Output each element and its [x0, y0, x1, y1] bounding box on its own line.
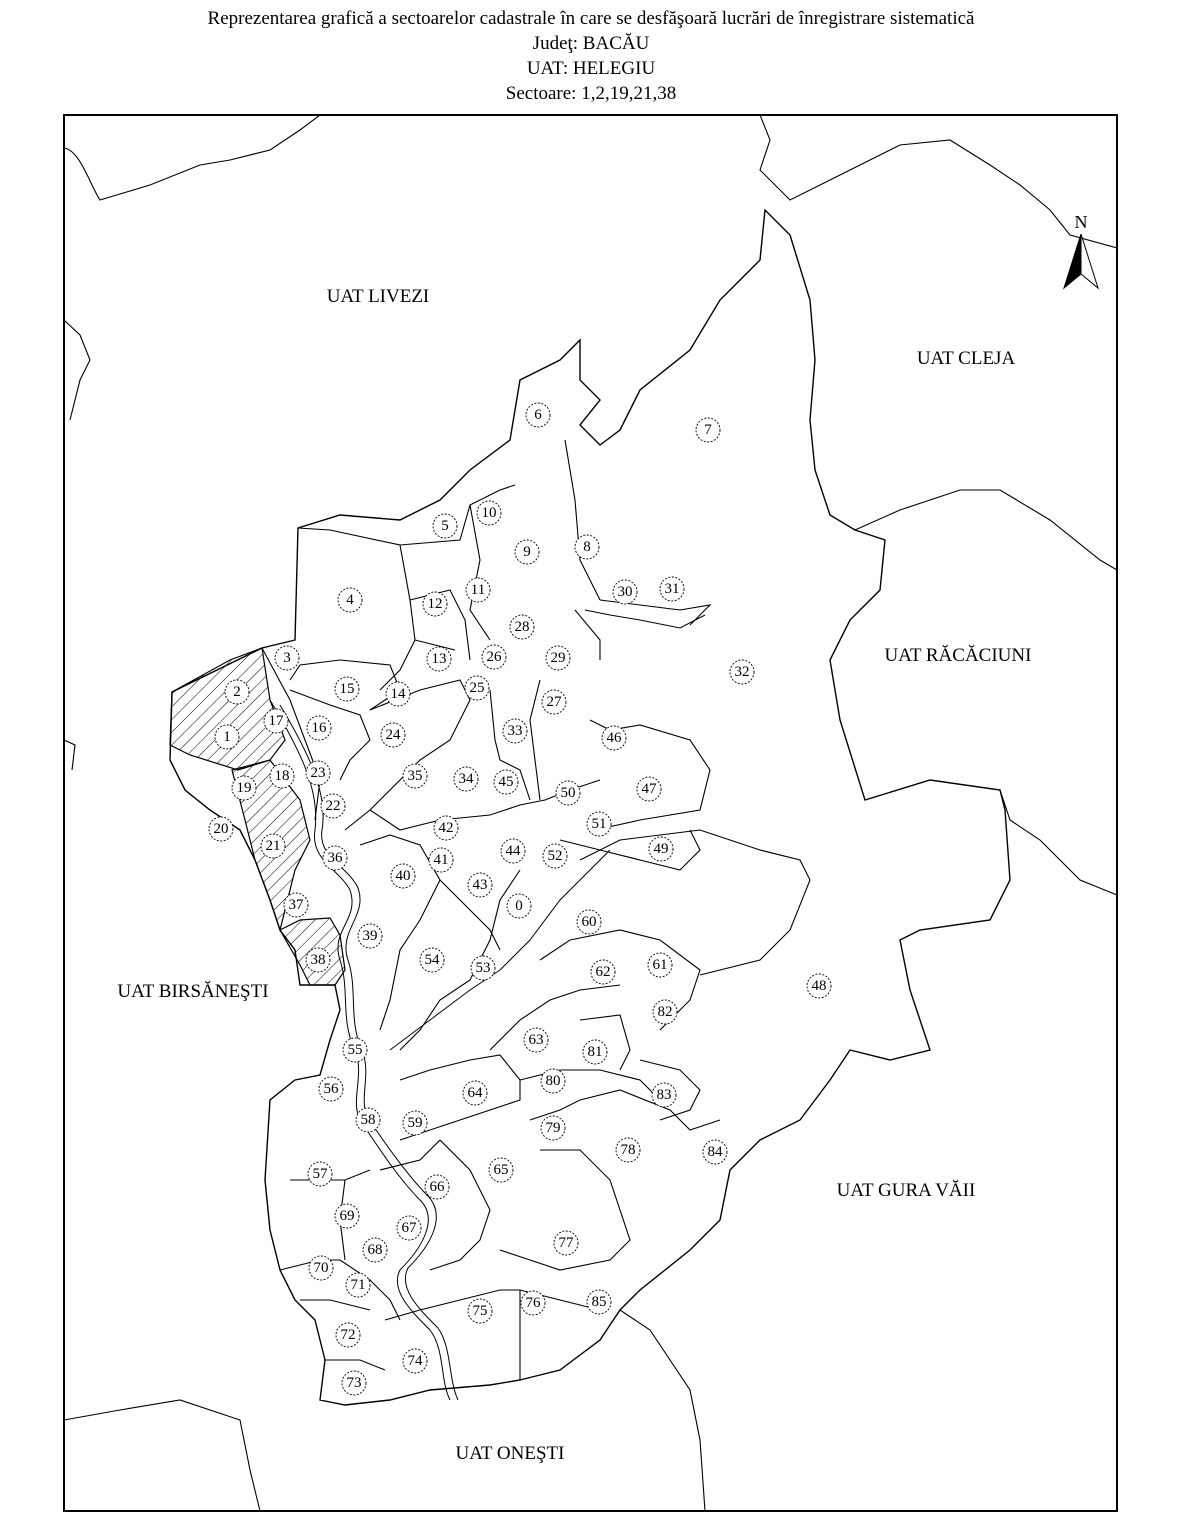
sector-number: 61 [652, 957, 668, 973]
sector-number: 63 [528, 1032, 544, 1048]
sector-number: 1 [223, 729, 231, 745]
sector-number: 11 [470, 582, 486, 598]
sector-number: 29 [550, 650, 566, 666]
sector-number: 43 [472, 877, 488, 893]
sector-number: 56 [323, 1081, 339, 1097]
sector-marker-57 [308, 1162, 332, 1186]
sector-marker-61 [648, 953, 672, 977]
sector-number: 9 [523, 544, 531, 560]
sector-number: 75 [472, 1303, 488, 1319]
sector-marker-77 [554, 1231, 578, 1255]
sector-number: 76 [525, 1295, 541, 1311]
sectors-list: Sectoare: 1,2,19,21,38 [505, 83, 677, 104]
sector-marker-11 [466, 578, 490, 602]
sector-marker-52 [543, 844, 567, 868]
sector-number: 5 [441, 518, 449, 534]
sector-number: 66 [429, 1179, 445, 1195]
sector-number: 46 [606, 730, 622, 746]
sector-number: 70 [313, 1260, 329, 1276]
sector-number: 79 [545, 1120, 561, 1136]
sector-marker-85 [587, 1290, 611, 1314]
sector-marker-51 [587, 812, 611, 836]
sector-marker-54 [420, 948, 444, 972]
sector-number: 3 [283, 650, 291, 666]
sector-number: 17 [268, 713, 284, 729]
sector-number: 72 [340, 1327, 356, 1343]
sector-marker-55 [343, 1038, 367, 1062]
sector-marker-19 [232, 776, 256, 800]
sector-number: 78 [620, 1142, 636, 1158]
uat-birsanesti-label: UAT BIRSĂNEŞTI [117, 981, 269, 1002]
sector-marker-10 [477, 501, 501, 525]
sector-marker-83 [652, 1083, 676, 1107]
sector-marker-23 [306, 761, 330, 785]
sector-number: 13 [431, 651, 447, 667]
north-arrow [1064, 212, 1098, 288]
sector-number: 35 [407, 768, 423, 784]
sector-marker-82 [653, 1000, 677, 1024]
sector-marker-65 [489, 1158, 513, 1182]
sector-marker-36 [323, 846, 347, 870]
sector-marker-79 [541, 1116, 565, 1140]
sector-number: 41 [433, 852, 449, 868]
sector-number: 55 [347, 1042, 363, 1058]
sector-number: 45 [498, 774, 514, 790]
sector-marker-64 [463, 1081, 487, 1105]
uat-gura-vaii-label: UAT GURA VĂII [836, 1180, 976, 1201]
sector-number: 33 [507, 723, 523, 739]
sector-number: 10 [481, 505, 497, 521]
sector-marker-53 [471, 956, 495, 980]
sector-marker-6 [526, 403, 550, 427]
sector-number: 42 [438, 820, 454, 836]
sector-number: 30 [617, 584, 633, 600]
sector-marker-81 [583, 1040, 607, 1064]
sector-number: 48 [811, 978, 827, 994]
sector-number: 36 [327, 850, 343, 866]
sector-number: 44 [505, 843, 521, 859]
sector-marker-47 [637, 777, 661, 801]
sector-marker-5 [433, 514, 457, 538]
sector-marker-2 [225, 680, 249, 704]
sector-number: 54 [424, 952, 440, 968]
sector-number: 32 [734, 664, 750, 680]
sector-marker-67 [397, 1216, 421, 1240]
sector-marker-44 [501, 839, 525, 863]
sector-number: 82 [657, 1004, 673, 1020]
sector-marker-75 [468, 1299, 492, 1323]
sector-number: 34 [458, 771, 474, 787]
sector-number: 84 [707, 1144, 723, 1160]
uat-cleja-label: UAT CLEJA [916, 348, 1016, 369]
sector-marker-69 [335, 1204, 359, 1228]
sector-marker-25 [465, 676, 489, 700]
sector-marker-32 [730, 660, 754, 684]
sector-number: 12 [427, 596, 443, 612]
sector-number: 19 [236, 780, 252, 796]
sector-number: 23 [310, 765, 326, 781]
sector-marker-14 [386, 682, 410, 706]
sector-marker-12 [423, 592, 447, 616]
sector-marker-62 [591, 960, 615, 984]
sector-number: 64 [467, 1085, 483, 1101]
sector-marker-38 [306, 948, 330, 972]
sector-number: 8 [583, 539, 591, 555]
sector-marker-84 [703, 1140, 727, 1164]
sector-number: 53 [475, 960, 491, 976]
sector-marker-35 [403, 764, 427, 788]
sector-marker-60 [577, 910, 601, 934]
sector-marker-16 [307, 716, 331, 740]
sector-number: 39 [362, 928, 378, 944]
sector-number: 38 [310, 952, 326, 968]
sector-marker-15 [335, 677, 359, 701]
sector-marker-68 [363, 1238, 387, 1262]
sector-marker-76 [521, 1291, 545, 1315]
sector-number: 25 [469, 680, 485, 696]
sector-number: 52 [547, 848, 563, 864]
sector-number: 81 [587, 1044, 603, 1060]
sector-marker-43 [468, 873, 492, 897]
sector-marker-40 [391, 864, 415, 888]
sector-marker-80 [541, 1069, 565, 1093]
sector-marker-21 [261, 834, 285, 858]
sector-number: 4 [346, 592, 354, 608]
county-label: Judeţ: BACĂU [532, 33, 650, 54]
sector-number: 47 [641, 781, 657, 797]
uat-racaciuni-label: UAT RĂCĂCIUNI [884, 645, 1032, 666]
sector-marker-50 [556, 781, 580, 805]
sector-marker-70 [309, 1256, 333, 1280]
sector-boundaries [262, 440, 810, 1380]
sector-marker-18 [270, 764, 294, 788]
sector-number: 26 [486, 649, 502, 665]
sector-marker-39 [358, 924, 382, 948]
sector-marker-17 [264, 709, 288, 733]
sector-number: 68 [367, 1242, 383, 1258]
sector-number: 27 [546, 694, 562, 710]
sector-number: 51 [591, 816, 607, 832]
sector-number: 83 [656, 1087, 672, 1103]
sector-number: 15 [339, 681, 355, 697]
sector-number: 20 [213, 821, 229, 837]
north-label: N [1074, 212, 1088, 232]
sector-marker-27 [542, 690, 566, 714]
uat-labels [117, 286, 1031, 1464]
sector-marker-74 [403, 1349, 427, 1373]
sector-number: 14 [390, 686, 406, 702]
sector-marker-78 [616, 1138, 640, 1162]
sector-number: 21 [265, 838, 281, 854]
sector-marker-72 [336, 1323, 360, 1347]
sector-number: 0 [515, 898, 523, 914]
sector-number: 50 [560, 785, 576, 801]
sector-marker-56 [319, 1077, 343, 1101]
sector-marker-1 [215, 725, 239, 749]
highlighted-sectors [170, 648, 345, 985]
sector-marker-66 [425, 1175, 449, 1199]
sector-number: 31 [664, 581, 680, 597]
sector-marker-8 [575, 535, 599, 559]
sector-marker-3 [275, 646, 299, 670]
sector-marker-24 [381, 723, 405, 747]
sector-number: 49 [653, 841, 669, 857]
sector-marker-71 [346, 1273, 370, 1297]
sector-number: 18 [274, 768, 290, 784]
sector-marker-29 [546, 646, 570, 670]
sector-number: 22 [325, 798, 341, 814]
sector-number: 77 [558, 1235, 574, 1251]
sector-number: 60 [581, 914, 597, 930]
uat-livezi-label: UAT LIVEZI [326, 286, 430, 307]
sector-marker-0 [507, 894, 531, 918]
sector-number: 69 [339, 1208, 355, 1224]
sector-marker-41 [429, 848, 453, 872]
sector-number: 57 [312, 1166, 328, 1182]
sector-marker-26 [482, 645, 506, 669]
sector-number: 65 [493, 1162, 509, 1178]
sector-number: 28 [514, 619, 530, 635]
sector-marker-13 [427, 647, 451, 671]
sector-marker-48 [807, 974, 831, 998]
sector-number: 40 [395, 868, 411, 884]
sector-number: 74 [407, 1353, 423, 1369]
rivers [270, 610, 705, 1400]
sector-number: 73 [346, 1375, 362, 1391]
sector-marker-49 [649, 837, 673, 861]
sector-number: 59 [407, 1115, 423, 1131]
sector-marker-37 [284, 893, 308, 917]
sector-marker-28 [510, 615, 534, 639]
sector-marker-20 [209, 817, 233, 841]
sector-marker-9 [515, 540, 539, 564]
sector-marker-45 [494, 770, 518, 794]
sector-number: 24 [385, 727, 401, 743]
sector-number: 37 [288, 897, 304, 913]
sector-marker-7 [696, 418, 720, 442]
uat-onesti-label: UAT ONEŞTI [455, 1443, 565, 1464]
sector-marker-34 [454, 767, 478, 791]
sector-number: 62 [595, 964, 611, 980]
sector-marker-33 [503, 719, 527, 743]
sector-number: 80 [545, 1073, 561, 1089]
sector-marker-73 [342, 1371, 366, 1395]
sector-number: 58 [360, 1112, 376, 1128]
sector-marker-59 [403, 1111, 427, 1135]
sector-number: 71 [350, 1277, 366, 1293]
sector-marker-46 [602, 726, 626, 750]
sector-number: 7 [704, 422, 712, 438]
sector-marker-31 [660, 577, 684, 601]
sector-number: 67 [401, 1220, 417, 1236]
sector-marker-58 [356, 1108, 380, 1132]
sector-marker-4 [338, 588, 362, 612]
sector-markers [209, 403, 831, 1395]
sector-marker-63 [524, 1028, 548, 1052]
sector-marker-22 [321, 794, 345, 818]
sector-number: 2 [233, 684, 241, 700]
sector-number: 6 [534, 407, 542, 423]
uat-label: UAT: HELEGIU [526, 58, 656, 79]
sector-marker-30 [613, 580, 637, 604]
map-title: Reprezentarea grafică a sectoarelor cadastrale în care se desfăşoară lucrări de înregistrare sistematică [207, 8, 975, 29]
sector-marker-42 [434, 816, 458, 840]
sector-number: 85 [591, 1294, 607, 1310]
sector-number: 16 [311, 720, 327, 736]
